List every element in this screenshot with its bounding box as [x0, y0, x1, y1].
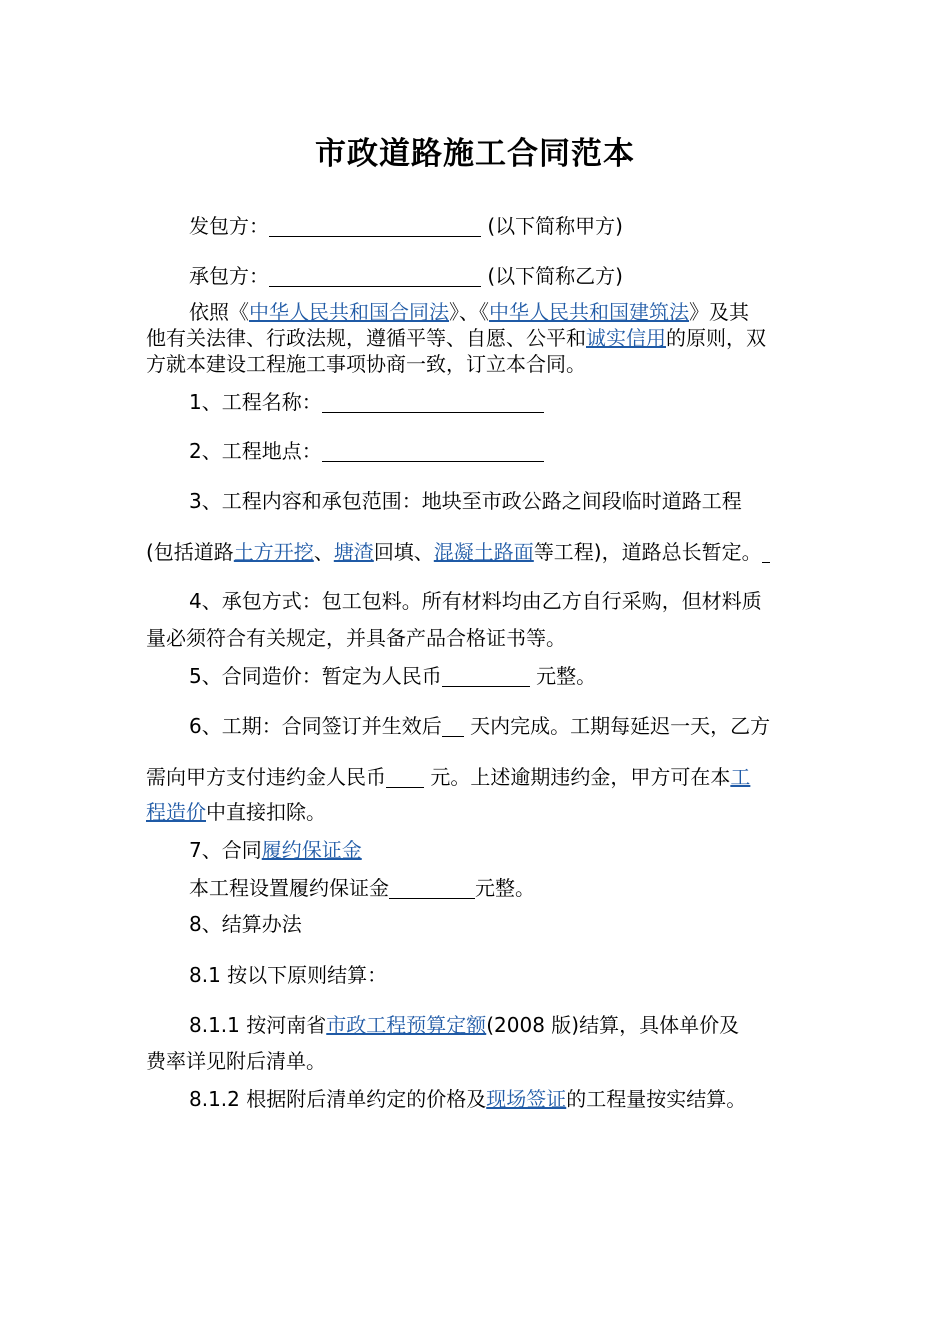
preamble-text: 》、《	[449, 300, 489, 324]
party-a-suffix: (以下简称甲方)	[487, 214, 623, 238]
party-a-label: 发包方：	[189, 214, 269, 238]
rubble-link[interactable]: 塘渣	[333, 540, 374, 564]
item-7-text: 本工程设置履约保证金	[189, 876, 389, 900]
item-3-line-2	[146, 536, 810, 565]
section-text: 的工程量按实结算。	[566, 1087, 747, 1111]
party-a-line	[146, 210, 853, 239]
item-6-line-2	[146, 761, 810, 790]
item-4-line-2: 量必须符合有关规定，并具备产品合格证书等。	[146, 626, 566, 650]
good-faith-link[interactable]: 诚实信用	[586, 326, 666, 350]
section-text: (2008 版)结算，具体单价及	[486, 1013, 740, 1037]
item-3-line-1: 3、工程内容和承包范围：地块至市政公路之间段临时道路工程	[189, 489, 742, 513]
contract-price-blank	[442, 664, 530, 687]
item-6-text: 元。上述逾期违约金，甲方可在本	[424, 765, 731, 789]
item-1-label: 1、工程名称：	[189, 390, 322, 414]
section-text: 8.1.1 按河南省	[189, 1013, 327, 1037]
project-cost-link[interactable]: 工	[730, 765, 751, 789]
preamble-line-2	[146, 322, 810, 351]
item-6-line-3	[146, 796, 810, 825]
item-1-line	[146, 386, 853, 415]
preamble-text: 的原则，双	[666, 326, 766, 350]
item-6-text: 6、工期：合同签订并生效后	[189, 714, 442, 738]
preamble-text: 》及其	[689, 300, 749, 324]
item-6-text: 需向甲方支付违约金人民币	[146, 765, 386, 789]
item-3-text: (包括道路	[146, 540, 234, 564]
road-length-blank	[762, 540, 770, 563]
party-a-blank	[269, 214, 481, 237]
item-3-text: 回填、	[373, 540, 434, 564]
party-b-label: 承包方：	[189, 264, 269, 288]
bond-amount-blank	[389, 876, 475, 899]
item-3-text: 、	[313, 540, 334, 564]
duration-days-blank	[442, 714, 464, 737]
section-8-1: 8.1 按以下原则结算：	[189, 963, 388, 987]
item-3-text: 等工程)，道路总长暂定。	[533, 540, 762, 564]
earthwork-link[interactable]: 土方开挖	[233, 540, 314, 564]
penalty-amount-blank	[386, 765, 424, 788]
item-2-line	[146, 435, 853, 464]
contract-law-link[interactable]: 中华人民共和国合同法	[249, 300, 449, 324]
document-title: 市政道路施工合同范本	[315, 136, 635, 172]
item-7-heading	[146, 834, 853, 863]
item-5-text: 元整。	[529, 664, 597, 688]
project-location-blank	[322, 439, 544, 462]
performance-bond-link[interactable]: 履约保证金	[261, 838, 362, 862]
party-b-suffix: (以下简称乙方)	[487, 264, 623, 288]
item-7-text: 元整。	[475, 876, 535, 900]
preamble-text: 他有关法律、行政法规，遵循平等、自愿、公平和	[146, 326, 586, 350]
preamble-text: 依照《	[189, 300, 249, 324]
section-8-1-2	[146, 1083, 853, 1112]
section-text: 8.1.2 根据附后清单约定的价格及	[189, 1087, 487, 1111]
preamble-line-1	[146, 296, 853, 325]
concrete-pavement-link[interactable]: 混凝土路面	[433, 540, 534, 564]
item-4-line-1: 4、承包方式：包工包料。所有材料均由乙方自行采购，但材料质	[189, 589, 762, 613]
item-6-text: 中直接扣除。	[206, 800, 326, 824]
item-6-line-1	[146, 710, 853, 739]
project-cost-link[interactable]: 程造价	[146, 800, 206, 824]
project-name-blank	[322, 390, 544, 413]
item-7-body	[146, 872, 853, 901]
item-5-text: 5、合同造价：暂定为人民币	[189, 664, 442, 688]
construction-law-link[interactable]: 中华人民共和国建筑法	[489, 300, 689, 324]
party-b-line	[146, 260, 853, 289]
section-8-1-1-line-2: 费率详见附后清单。	[146, 1049, 326, 1073]
item-6-text: 天内完成。工期每延迟一天，乙方	[463, 714, 771, 738]
item-7-text: 7、合同	[189, 838, 262, 862]
site-visa-link[interactable]: 现场签证	[486, 1087, 567, 1111]
party-b-blank	[269, 264, 481, 287]
item-8-heading: 8、结算办法	[189, 912, 302, 936]
item-2-label: 2、工程地点：	[189, 439, 322, 463]
item-5-line	[146, 660, 853, 689]
section-8-1-1-line-1	[146, 1009, 853, 1038]
preamble-line-3: 方就本建设工程施工事项协商一致，订立本合同。	[146, 352, 586, 376]
municipal-quota-link[interactable]: 市政工程预算定额	[326, 1013, 487, 1037]
